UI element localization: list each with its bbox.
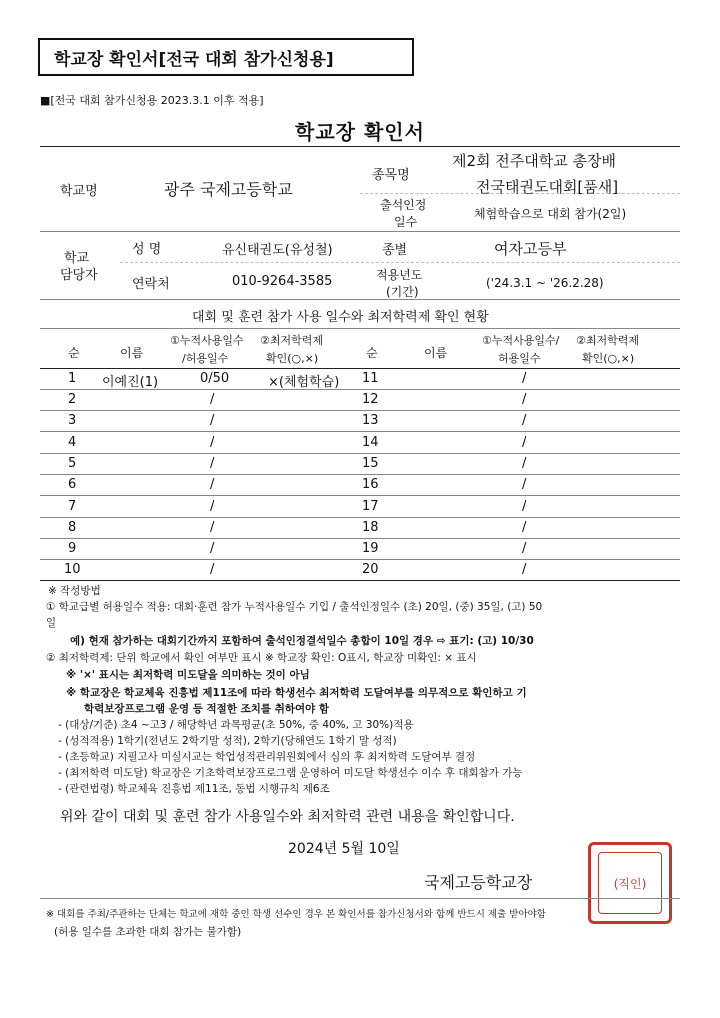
note-3: - (대상/기준) 초4 ~고3 / 해당학년 과목평균(초 50%, 중 40%, 고 30%)적용 [58,719,414,731]
col-header-grade-line1: ②최저학력제 [260,334,323,347]
row-11-no: 11 [362,371,379,386]
row-2-no: 2 [68,392,77,407]
row-8-days: / [210,520,215,535]
row-17-no: 17 [362,499,379,514]
event-name-label: 종목명 [372,168,410,183]
manager-label-line2: 담당자 [60,268,98,283]
school-seal-stamp [588,842,672,924]
row-14-days: / [522,435,527,450]
issue-date: 2024년 5월 10일 [288,841,400,857]
row-20-days: / [522,562,527,577]
category-label: 종별 [382,243,408,258]
row-19-no: 19 [362,541,379,556]
row-2-days: / [210,392,215,407]
school-name-value: 광주 국제고등학교 [164,180,293,199]
row-18-days: / [522,520,527,535]
note-2c: ※ 학교장은 학교체육 진흥법 제11조에 따라 학생선수 최저학력 도달여부를 의무적으로 확인하고 기 [66,687,527,699]
row-9-no: 9 [68,541,77,556]
row-13-days: / [522,413,527,428]
footnote-submission: ※ 대회를 주최/주관하는 단체는 학교에 재학 중인 학생 선수인 경우 본 확인서를 참가신청서와 함께 반드시 제출 받아야함 [46,909,546,920]
contact-label: 연락처 [132,277,170,292]
note-1b: 일 [46,617,57,629]
note-1c: 예) 현재 참가하는 대회기간까지 포함하여 출석인정결석일수 총합이 10일 경우 ⇨ 표기: (고) 10/30 [70,635,534,647]
confirmation-statement: 위와 같이 대회 및 훈련 참가 사용일수와 최저학력 관련 내용을 확인합니다. [60,809,515,825]
school-seal-label: (직인) [598,852,662,914]
row-1-name: 이예진(1) [102,375,159,390]
form-applicability-note: ■[전국 대회 참가신청용 2023.3.1 이후 적용] [40,94,264,107]
row-6-days: / [210,477,215,492]
document-title: 학교장 확인서 [295,120,425,144]
form-header-title: 학교장 확인서[전국 대회 참가신청용] [38,38,414,76]
row-16-no: 16 [362,477,379,492]
row-5-days: / [210,456,215,471]
row-1-grade: ×(체험학습) [268,375,340,390]
contact-value: 010-9264-3585 [232,274,333,289]
row-3-no: 3 [68,413,77,428]
row-4-days: / [210,435,215,450]
school-name-label: 학교명 [60,184,98,199]
footnote-limit: (허용 일수를 초과한 대회 참가는 불가함) [54,926,242,938]
col-header-days-right-line1: ①누적사용일수/ [482,334,560,347]
row-5-no: 5 [68,456,77,471]
col-header-no-right: 순 [366,346,378,360]
col-header-no: 순 [68,346,80,360]
manager-label-line1: 학교 [64,251,90,266]
note-2d: 학력보장프로그램 운영 등 적절한 조치를 취하여야 함 [84,703,330,715]
note-4: - (성적적용) 1학기(전년도 2학기말 성적), 2학기(당해연도 1학기 말 성적) [58,735,397,747]
row-9-days: / [210,541,215,556]
row-15-no: 15 [362,456,379,471]
note-2a: ② 최저학력제: 단위 학교에서 확인 여부만 표시 ※ 학교장 확인: O표시, 학교장 미확인: × 표시 [46,652,477,664]
row-20-no: 20 [362,562,379,577]
event-name-line2: 전국태권도대회[품새] [476,178,619,196]
attendance-label-line2: 일수 [394,215,418,229]
period-value: ('24.3.1 ~ '26.2.28) [486,276,604,290]
row-8-no: 8 [68,520,77,535]
row-11-days: / [522,371,527,386]
row-13-no: 13 [362,413,379,428]
manager-name-value: 유신태권도(유성철) [222,243,333,258]
note-7: - (관련법령) 학교체육 진흥법 제11조, 동법 시행규칙 제6조 [58,783,330,795]
row-1-days: 0/50 [200,371,230,386]
note-2b: ※ '×' 표시는 최저학력 미도달을 의미하는 것이 아님 [66,669,310,681]
period-label-line1: 적용년도 [376,268,423,282]
note-1a: ① 학교급별 허용일수 적용: 대회·훈련 참가 누적사용일수 기입 / 출석인정일수 (초) 20일, (중) 35일, (고) 50 [46,601,543,613]
row-7-no: 7 [68,499,77,514]
col-header-days-line2: /허용일수 [182,352,229,365]
row-3-days: / [210,413,215,428]
note-6: - (최저학력 미도달) 학교장은 기초학력보장프로그램 운영하여 미도달 학생선수 이수 후 대회참가 가능 [58,767,523,779]
col-header-days-right-line2: 허용일수 [498,352,541,365]
row-7-days: / [210,499,215,514]
manager-name-label: 성 명 [132,242,162,257]
row-14-no: 14 [362,435,379,450]
note-5: - (초등학교) 지필고사 미실시교는 학업성적관리위원회에서 심의 후 최저학력 도달여부 결정 [58,751,476,763]
row-10-days: / [210,562,215,577]
row-17-days: / [522,499,527,514]
row-12-no: 12 [362,392,379,407]
event-name-line1: 제2회 전주대학교 총장배 [452,152,616,170]
notes-heading: ※ 작성방법 [48,585,101,597]
col-header-name: 이름 [120,346,144,360]
attendance-label-line1: 출석인정 [380,198,427,212]
period-label-line2: (기간) [386,285,419,299]
attendance-value: 체험학습으로 대회 참가(2일) [474,207,627,221]
row-10-no: 10 [64,562,81,577]
col-header-days-line1: ①누적사용일수 [170,334,244,347]
row-18-no: 18 [362,520,379,535]
row-1-no: 1 [68,371,77,386]
row-19-days: / [522,541,527,556]
category-value: 여자고등부 [494,240,567,258]
row-4-no: 4 [68,435,77,450]
col-header-grade-right-line1: ②최저학력제 [576,334,639,347]
row-15-days: / [522,456,527,471]
col-header-name-right: 이름 [424,346,448,360]
row-12-days: / [522,392,527,407]
table-caption: 대회 및 훈련 참가 사용 일수와 최저학력제 확인 현황 [192,310,489,325]
row-6-no: 6 [68,477,77,492]
signer-title: 국제고등학교장 [424,873,533,892]
row-16-days: / [522,477,527,492]
col-header-grade-line2: 확인(○,×) [266,352,319,365]
col-header-grade-right-line2: 확인(○,×) [582,352,635,365]
